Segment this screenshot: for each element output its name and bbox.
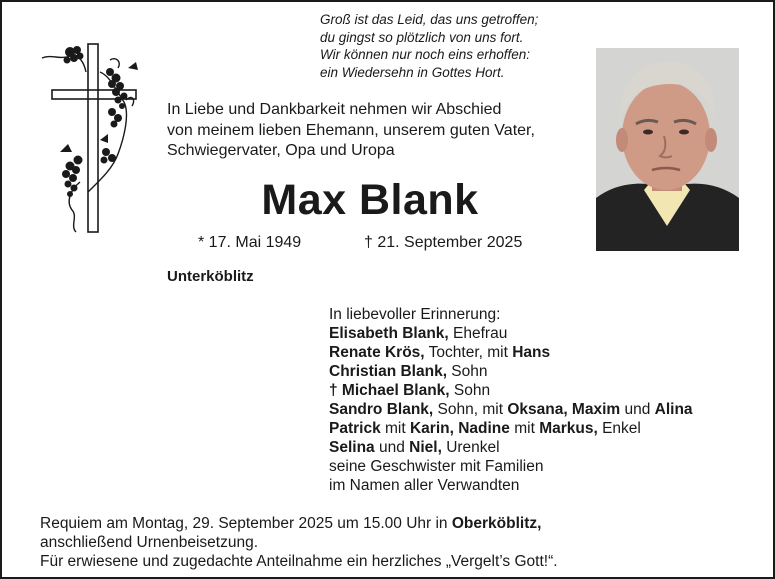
poem-line: Groß ist das Leid, das uns getroffen;: [320, 12, 539, 27]
mourner-relation: Sohn, mit: [433, 401, 508, 418]
mourner-line: seine Geschwister mit Familien: [329, 458, 544, 475]
mourner-relation: Enkel: [597, 420, 641, 437]
birth-date: * 17. Mai 1949: [198, 234, 302, 251]
deceased-name: Max Blank: [261, 176, 479, 224]
service-info: [40, 514, 760, 571]
intro-text: [167, 100, 573, 162]
mourner-name: Renate Krös,: [329, 344, 425, 361]
mourner-connector: und: [620, 401, 655, 418]
mourner-connector: mit: [380, 420, 410, 437]
poem-line: du gingst so plötzlich von uns fort.: [320, 29, 524, 45]
poem-line: Wir können nur noch eins erhoffen:: [320, 47, 531, 62]
mourner-name: Oksana, Maxim: [507, 401, 621, 418]
thanks-line: Für erwiesene und zugedachte Anteilnahme ein herzliches „Vergelt’s Gott!“.: [40, 553, 558, 570]
mourner-relation: Sohn: [447, 363, 488, 380]
mourner-connector: und: [374, 439, 410, 456]
mourner-name: Hans: [512, 344, 551, 361]
mourner-connector: mit: [509, 420, 540, 437]
mourner-line: [329, 381, 769, 400]
mourner-name: † Michael Blank,: [329, 382, 450, 399]
mourner-name: Karin, Nadine: [409, 420, 510, 437]
poem-line: ein Wiedersehn in Gottes Hort.: [320, 64, 505, 80]
mourner-name: Markus,: [539, 420, 598, 437]
mourner-relation: Tochter, mit: [424, 344, 513, 361]
mourner-name: Sandro Blank,: [329, 401, 434, 418]
mourner-name: Christian Blank,: [329, 363, 447, 380]
poem: [320, 11, 590, 81]
mourner-name: Selina: [329, 439, 375, 456]
hometown: Unterköblitz: [167, 268, 254, 285]
service-line: anschließend Urnenbeisetzung.: [40, 534, 258, 551]
mourners-heading: In liebevoller Erinnerung:: [329, 306, 501, 323]
mourner-relation: Sohn: [449, 382, 491, 399]
service-location: Oberköblitz,: [451, 515, 542, 532]
mourner-name: Alina: [654, 401, 693, 418]
mourner-line: [329, 362, 769, 381]
mourner-name: Elisabeth Blank,: [329, 325, 449, 342]
mourner-name: Niel,: [409, 439, 442, 456]
mourner-relation: Ehefrau: [448, 325, 508, 342]
cross-with-grapevine-icon: [40, 42, 144, 238]
mourner-line: [329, 343, 769, 362]
mourner-line: [329, 400, 769, 419]
mourner-line: im Namen aller Verwandten: [329, 477, 520, 494]
death-date: † 21. September 2025: [364, 234, 523, 251]
service-line: [40, 514, 760, 533]
service-text: Requiem am Montag, 29. September 2025 um 15.00 Uhr in: [40, 515, 452, 532]
mourners-list: [329, 305, 769, 495]
mourner-line: [329, 419, 769, 438]
intro-line: Schwiegervater, Opa und Uropa: [167, 142, 395, 159]
mourner-relation: Urenkel: [441, 439, 500, 456]
intro-line: von meinem lieben Ehemann, unserem guten Vater,: [167, 121, 535, 139]
intro-line: In Liebe und Dankbarkeit nehmen wir Abschied: [167, 101, 502, 118]
portrait-photo: [596, 48, 739, 251]
mourner-line: [329, 324, 769, 343]
mourner-line: [329, 438, 769, 457]
mourner-name: Patrick: [329, 420, 381, 437]
